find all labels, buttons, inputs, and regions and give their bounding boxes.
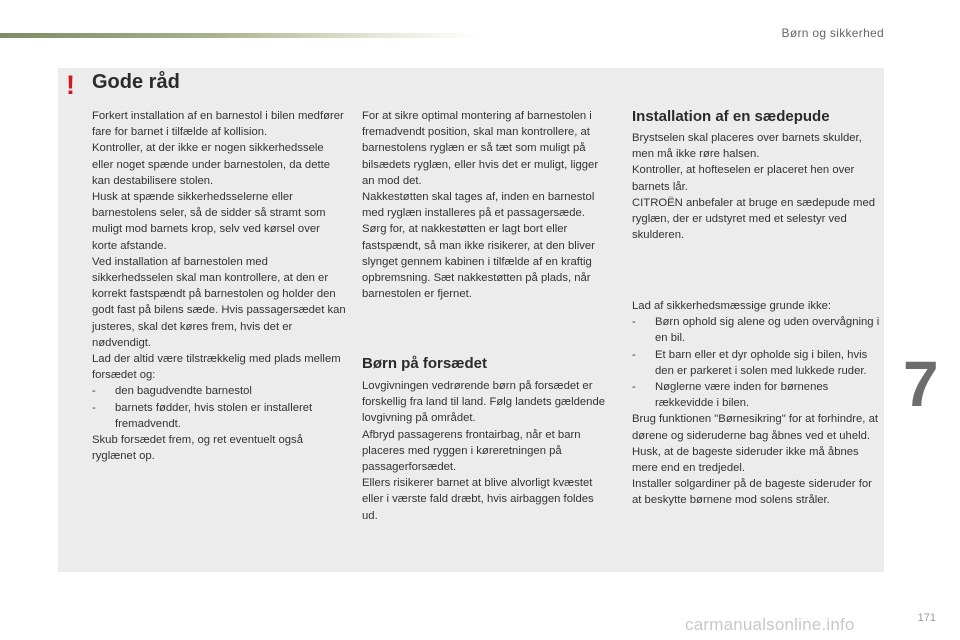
paragraph: CITROËN anbefaler at bruge en sædepude med ryglæn, der er udstyret med et selestyr ved skulderen. xyxy=(632,196,876,242)
paragraph: Husk at spænde sikkerhedsselerne eller barnestolens seler, så de sidder så stramt som muligt mod barnets krop, selv ved kørsel over korte afstande. xyxy=(92,191,326,252)
panel-title: Gode råd xyxy=(92,71,180,93)
paragraph: Brug funktionen "Børnesikring" for at forhindre, at dørene og sideruderne bag åbnes ved et uheld. xyxy=(632,413,879,442)
paragraph: Afbryd passagerens frontairbag, når et barn placeres med ryggen i køreretningen på passagerforsædet. xyxy=(362,428,581,474)
booster-seat-section xyxy=(632,130,882,243)
paragraph: Lovgivningen vedrørende børn på forsædet er forskellig fra land til land. Følg landets gældende lovgivning på området. xyxy=(362,380,606,425)
column-1 xyxy=(92,108,348,464)
list-item: - Børn ophold sig alene og uden overvågning i en bil. xyxy=(632,316,880,345)
list-dash: - xyxy=(632,316,636,329)
paragraph: Lad der altid være tilstrækkelig med plads mellem forsædet og: xyxy=(92,353,341,382)
paragraph: Forkert installation af en barnestol i bilen medfører fare for barnet i tilfælde af kollision. xyxy=(92,110,344,139)
paragraph: Brystselen skal placeres over barnets skulder, men må ikke røre halsen. xyxy=(632,132,862,161)
safety-reasons-section xyxy=(632,298,884,509)
paragraph: Installer solgardiner på de bageste sideruder for at beskytte børnene mod solens stråler. xyxy=(632,478,872,507)
column-2 xyxy=(362,108,612,302)
warning-icon: ! xyxy=(66,70,75,100)
chapter-number: 7 xyxy=(903,348,939,420)
paragraph: Ellers risikerer barnet at blive alvorligt kvæstet eller i værste fald dræbt, hvis airbaggen foldes ud. xyxy=(362,477,594,522)
paragraph: Husk, at de bageste sideruder ikke må åbnes mere end en tredjedel. xyxy=(632,445,859,475)
paragraph: Ved installation af barnestolen med sikkerhedsselen skal man kontrollere, at den er korrekt fastspændt på barnestolen og holder den godt fast på bilens sæde. Hvis passagersædet kan justeres, skal det køres frem, hvis det er nødvendigt. xyxy=(92,255,346,349)
page-number: 171 xyxy=(917,612,936,624)
paragraph: Skub forsædet frem, og ret eventuelt også ryglænet op. xyxy=(92,434,303,463)
paragraph: For at sikre optimal montering af barnestolen i fremadvendt position, skal man kontrollere, at barnestolens ryglæn er så tæt som muligt på bilsædets ryglæn, eller hvis det er muligt, ligger an mod det. xyxy=(362,110,599,187)
list-dash: - xyxy=(92,401,96,414)
heading-booster-seat: Installation af en sædepude xyxy=(632,108,830,125)
paragraph: Kontroller, at hofteselen er placeret hen over barnets lår. xyxy=(632,164,855,193)
front-seat-section xyxy=(362,378,612,524)
list-item: - Nøglerne være inden for børnenes rækkevidde i bilen. xyxy=(632,381,829,410)
list-dash: - xyxy=(632,348,636,361)
paragraph: Lad af sikkerhedsmæssige grunde ikke: xyxy=(632,300,832,312)
list-item: - Et barn eller et dyr opholde sig i bilen, hvis den er parkeret i solen med lukkede ruder. xyxy=(632,348,868,377)
header-accent-bar xyxy=(0,33,480,38)
section-title: Børn og sikkerhed xyxy=(781,26,884,40)
heading-front-seat: Børn på forsædet xyxy=(362,355,488,372)
paragraph: Sørg for, at nakkestøtten er lagt bort eller fastspændt, så man ikke risikerer, at den bliver slynget gennem kabinen i tilfælde af en kraftig opbremsning. Sæt nakkestøtten på plads, når barnestolen er fjernet. xyxy=(362,223,595,301)
watermark: carmanualsonline.info xyxy=(685,615,855,634)
paragraph: Nakkestøtten skal tages af, inden en barnestol med ryglæn installeres på et passagersæde. xyxy=(362,191,595,220)
list-dash: - xyxy=(92,385,96,398)
list-item: - den bagudvendte barnestol xyxy=(92,383,348,399)
paragraph: Kontroller, at der ikke er nogen sikkerhedssele eller noget spænde under barnestolen, da dette kan destabilisere stolen. xyxy=(92,142,331,187)
list-dash: - xyxy=(632,381,636,394)
list-item: - barnets fødder, hvis stolen er installeret fremadvendt. xyxy=(92,401,313,430)
